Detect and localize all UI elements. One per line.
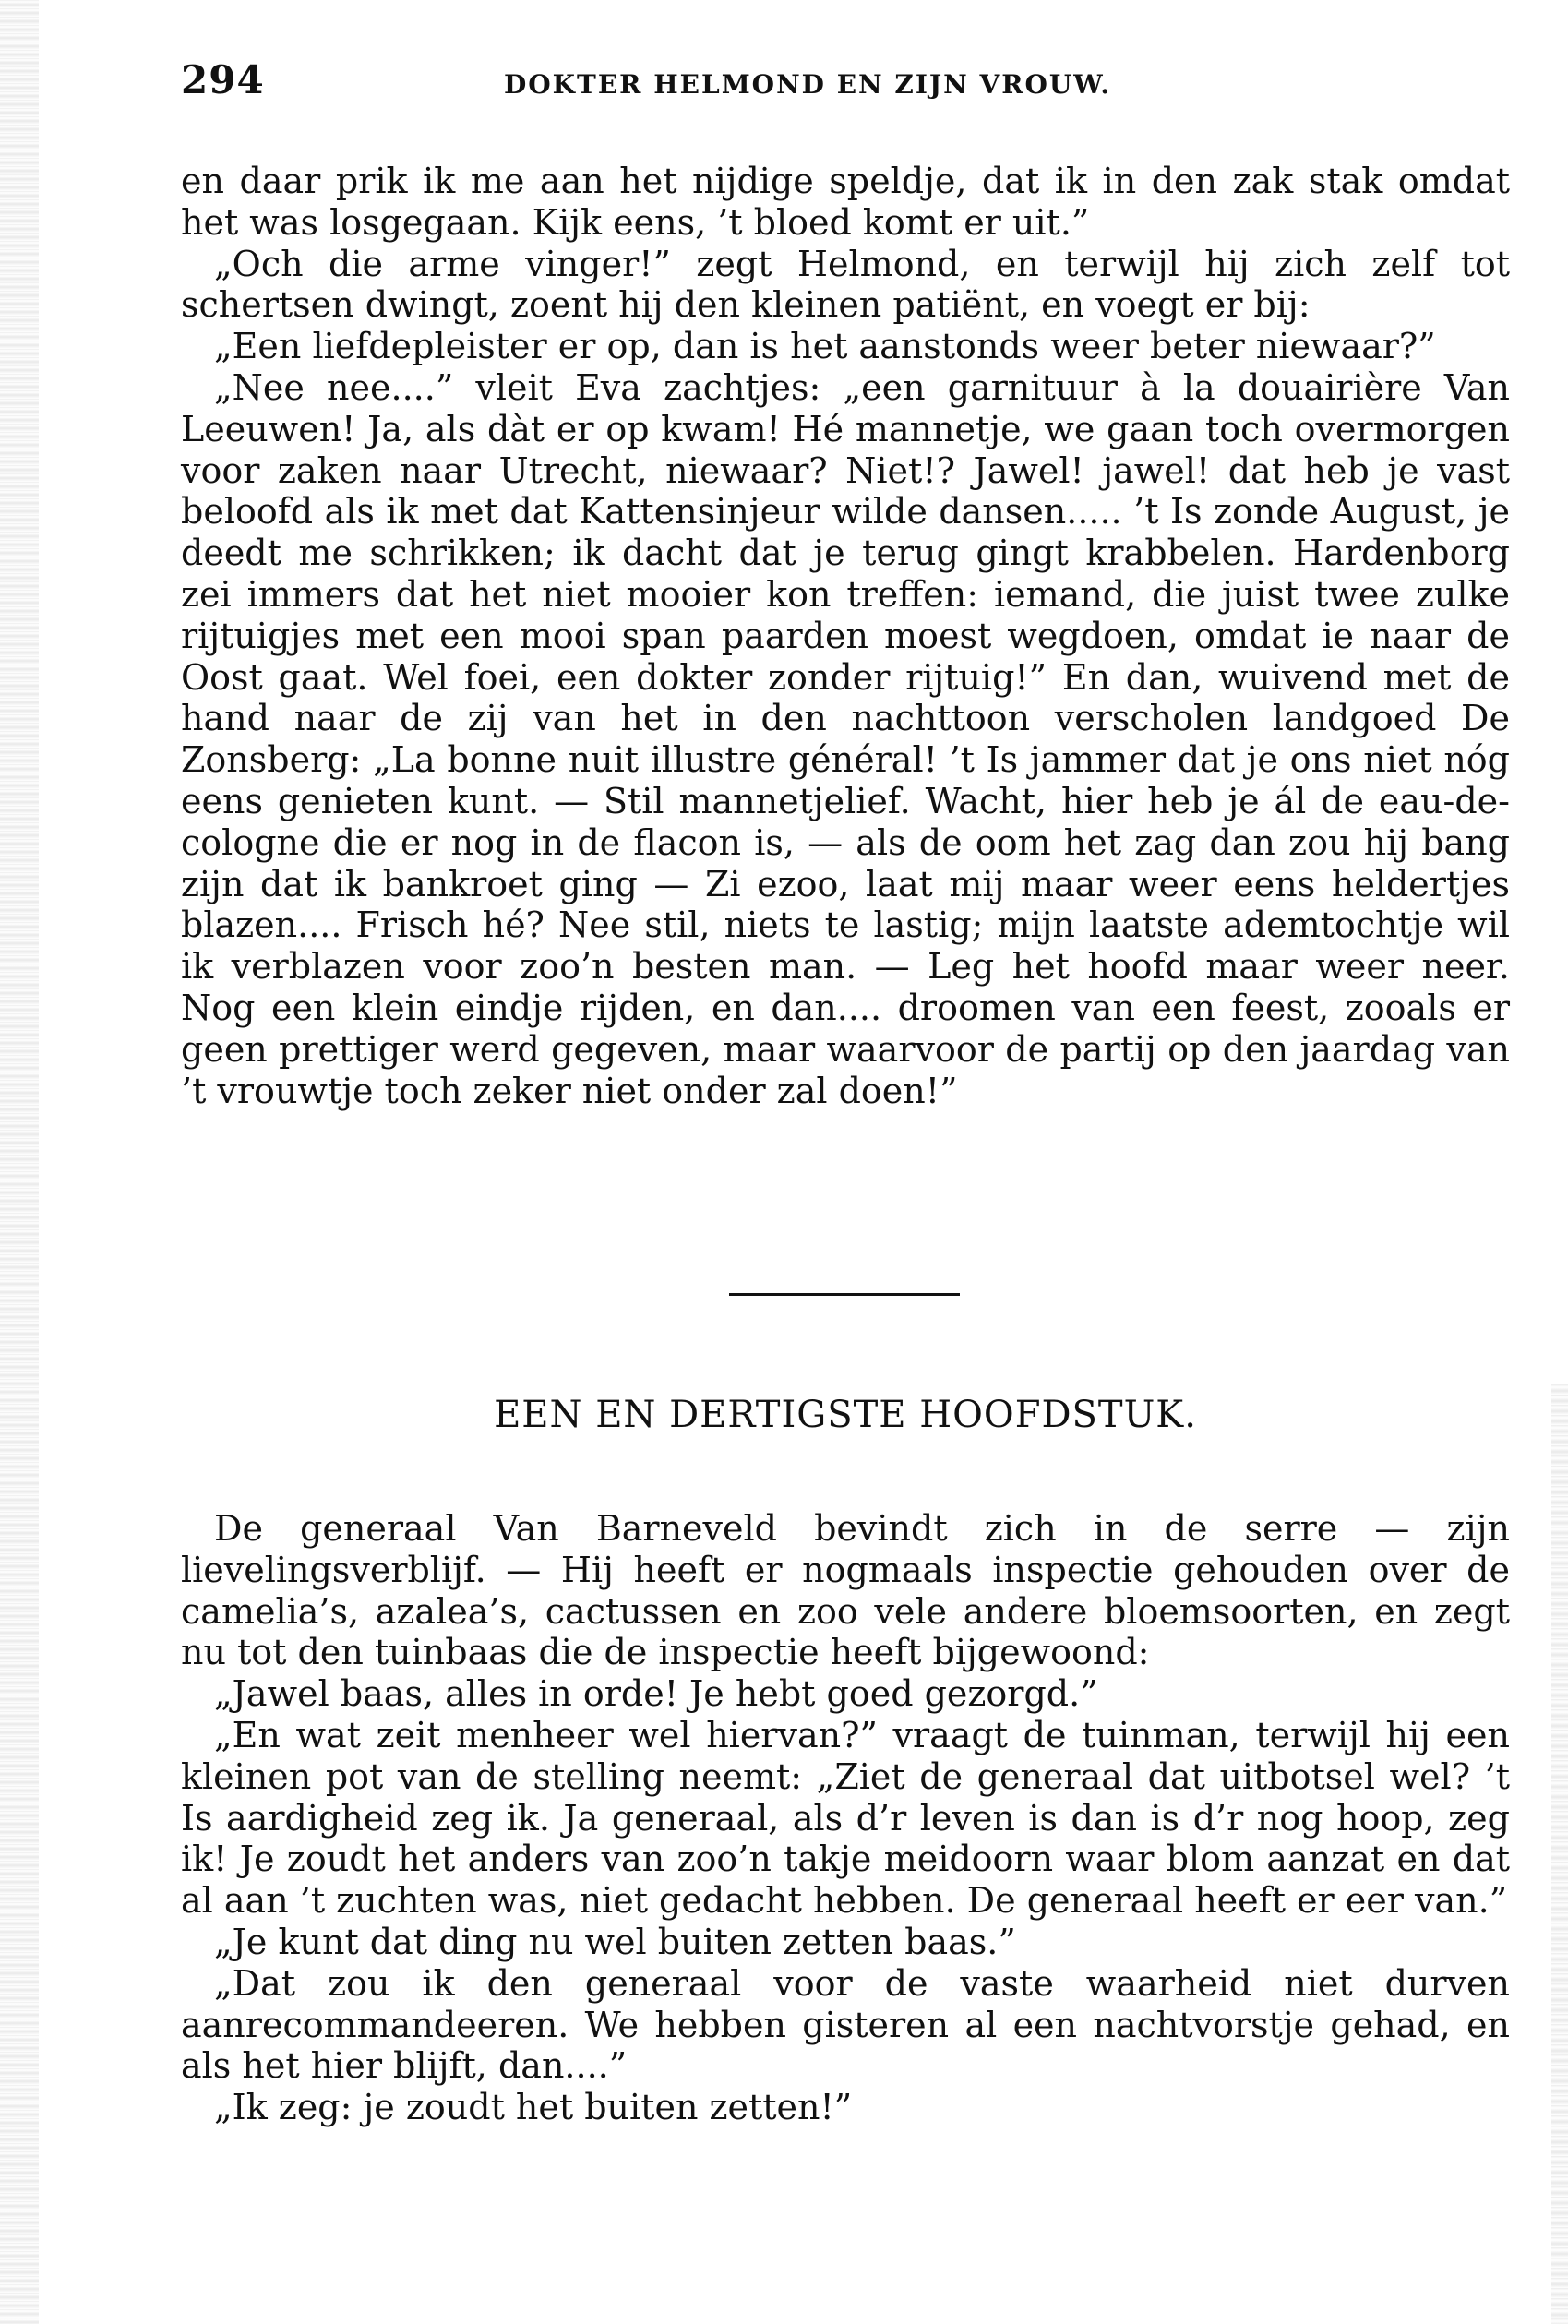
paragraph: „Och die arme vinger!” zegt Helmond, en terwijl hij zich zelf tot schertsen dwingt, zoent hij den kleinen patiënt, en voegt er bij: <box>181 243 1510 326</box>
paragraph: „Een liefdepleister er op, dan is het aanstonds weer beter niewaar?” <box>214 326 1436 367</box>
page-edge-left <box>0 0 39 2324</box>
paragraph: De generaal Van Barneveld bevindt zich in de serre — zijn lievelingsverblijf. — Hij heeft er nogmaals inspectie gehouden over de camelia’s, azalea’s, cactussen en zoo vele andere bloemsoorten, en zegt nu tot den tuinbaas die de inspectie heeft bijgewoond: <box>181 1508 1510 1673</box>
page-number: 294 <box>181 57 265 102</box>
chapter-heading: EEN EN DERTIGSTE HOOFDSTUK. <box>494 1394 1197 1436</box>
paragraph: „Je kunt dat ding nu wel buiten zetten baas.” <box>214 1921 1016 1962</box>
paragraph: „Dat zou ik den generaal voor de vaste waarheid niet durven aanrecommandeeren. We hebben gisteren al een nachtvorstje gehad, en als het hier blijft, dan....” <box>181 1962 1510 2087</box>
running-head-title: DOKTER HELMOND EN ZIJN VROUW. <box>504 69 1112 100</box>
paragraph: „Nee nee....” vleit Eva zachtjes: „een garnituur à la douairière Van Leeuwen! Ja, als dàt er op kwam! Hé mannetje, we gaan toch overmorgen voor zaken naar Utrecht, niewaar? Niet!? Jawel! jawel! dat heb je vast beloofd als ik met dat Kattensinjeur wilde dansen..... ’t Is zonde August, je deedt me schrikken; ik dacht dat je terug gingt krabbelen. Hardenborg zei immers dat het niet mooier kon treffen: iemand, die juist twee zulke rijtuigjes met een mooi span paarden moest wegdoen, omdat ie naar de Oost gaat. Wel foei, een dokter zonder rijtuig!” En dan, wuivend met de hand naar de zij van het in den nachttoon verscholen landgoed De Zonsberg: „La bonne nuit illustre général! ’t Is jammer dat je ons niet nóg eens genieten kunt. — Stil mannetjelief. Wacht, hier heb je ál de eau-de-cologne die er nog in de flacon is, — als de oom het zag dan zou hij bang zijn dat ik bankroet ging — Zi ezoo, laat mij maar weer eens heldertjes blazen.... Frisch hé? Nee stil, niets te lastig; mijn laatste ademtochtje wil ik verblazen voor zoo’n besten man. — Leg het hoofd maar weer neer. Nog een klein eindje rijden, en dan.... droomen van een feest, zooals er geen prettiger werd gegeven, maar waarvoor de partij op den jaardag van ’t vrouwtje toch zeker niet onder zal doen!” <box>181 366 1510 1111</box>
paragraph: „Ik zeg: je zoudt het buiten zetten!” <box>214 2087 853 2128</box>
paragraph: „En wat zeit menheer wel hiervan?” vraagt de tuinman, terwijl hij een kleinen pot van de stelling neemt: „Ziet de generaal dat uitbotsel wel? ’t Is aardigheid zeg ik. Ja generaal, als d’r leven is dan is d’r nog hoop, zeg ik! Je zoudt het anders van zoo’n takje meidoorn waar blom aanzat en dat al aan ’t zuchten was, niet gedacht hebben. De generaal heeft er eer van.” <box>181 1714 1510 1922</box>
running-head <box>181 57 1510 113</box>
page-edge-right <box>1551 1384 1568 2324</box>
paragraph: en daar prik ik me aan het nijdige speldje, dat ik in den zak stak omdat het was losgegaan. Kijk eens, ’t bloed komt er uit.” <box>181 161 1510 243</box>
text-section-two <box>181 1508 1510 2128</box>
text-section-one <box>181 161 1510 1111</box>
section-separator <box>729 1293 960 1296</box>
paragraph: „Jawel baas, alles in orde! Je hebt goed gezorgd.” <box>214 1673 1098 1715</box>
